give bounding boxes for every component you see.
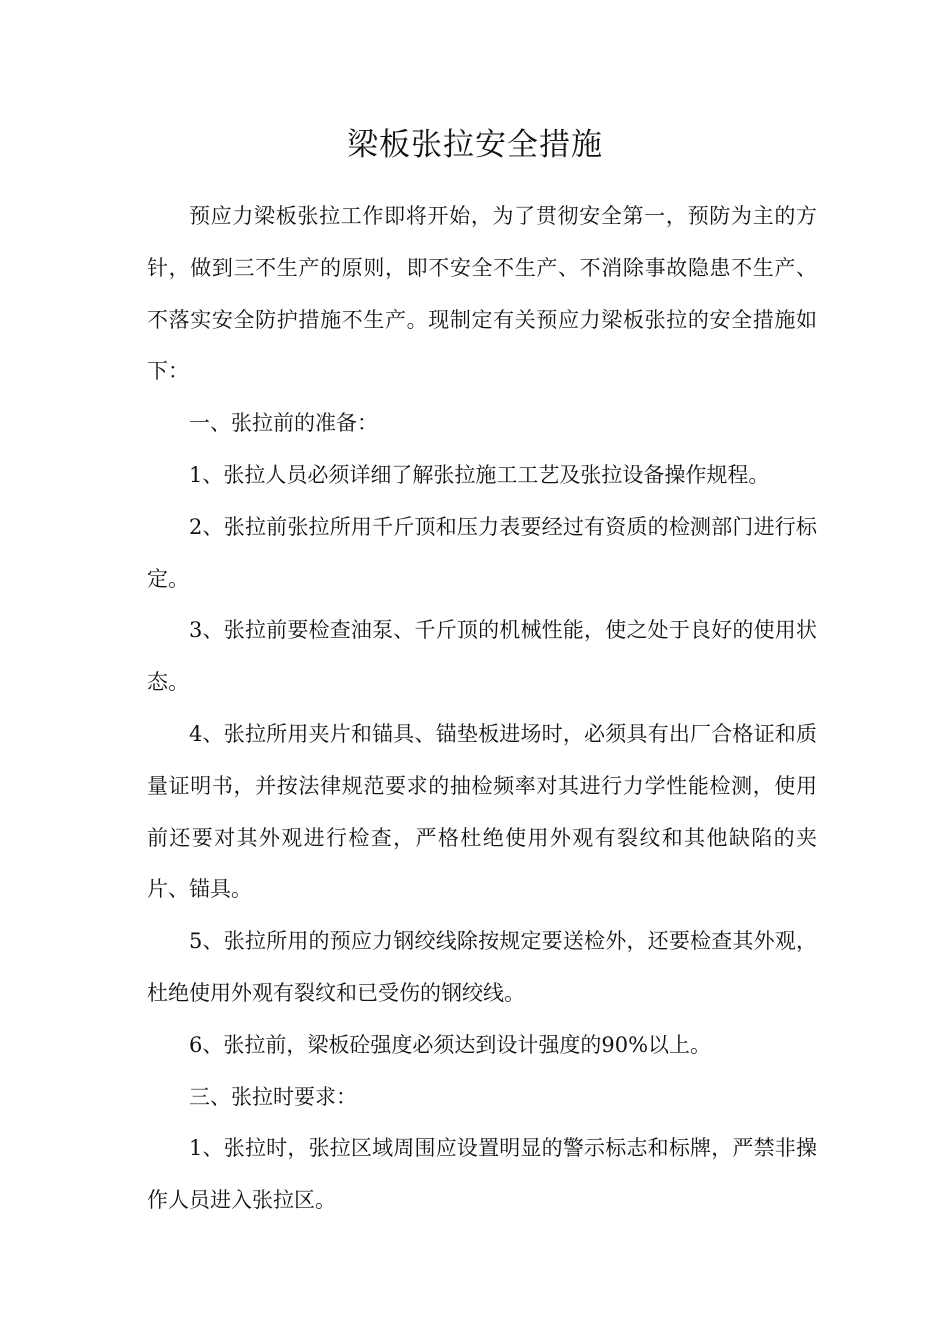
document-body [147, 191, 817, 1227]
section-heading-during-tensioning: 三、张拉时要求： [189, 1084, 357, 1109]
preparation-item-2: 2、张拉前张拉所用千斤顶和压力表要经过有资质的检测部门进行标定。 [147, 514, 817, 591]
tensioning-item-1: 1、张拉时，张拉区域周围应设置明显的警示标志和标牌，严禁非操作人员进入张拉区。 [147, 1136, 817, 1213]
preparation-item-4: 4、张拉所用夹片和锚具、锚垫板进场时，必须具有出厂合格证和质量证明书，并按法律规范要求的抽检频率对其进行力学性能检测，使用前还要对其外观进行检查，严格杜绝使用外观有裂纹和其他缺陷的夹片、锚具。 [147, 721, 817, 902]
preparation-item-3: 3、张拉前要检查油泵、千斤顶的机械性能，使之处于良好的使用状态。 [147, 618, 817, 695]
preparation-item-1: 1、张拉人员必须详细了解张拉施工工艺及张拉设备操作规程。 [189, 462, 770, 487]
preparation-item-5: 5、张拉所用的预应力钢绞线除按规定要送检外，还要检查其外观，杜绝使用外观有裂纹和已受伤的钢绞线。 [147, 929, 817, 1005]
document-title: 梁板张拉安全措施 [347, 127, 603, 163]
preparation-item-6: 6、张拉前，梁板砼强度必须达到设计强度的90%以上。 [189, 1032, 712, 1057]
intro-paragraph: 预应力梁板张拉工作即将开始，为了贯彻安全第一，预防为主的方针，做到三不生产的原则，即不安全不生产、不消除事故隐患不生产、不落实安全防护措施不生产。现制定有关预应力梁板张拉的安全措施如下： [147, 204, 817, 384]
section-heading-preparation: 一、张拉前的准备： [189, 411, 378, 436]
